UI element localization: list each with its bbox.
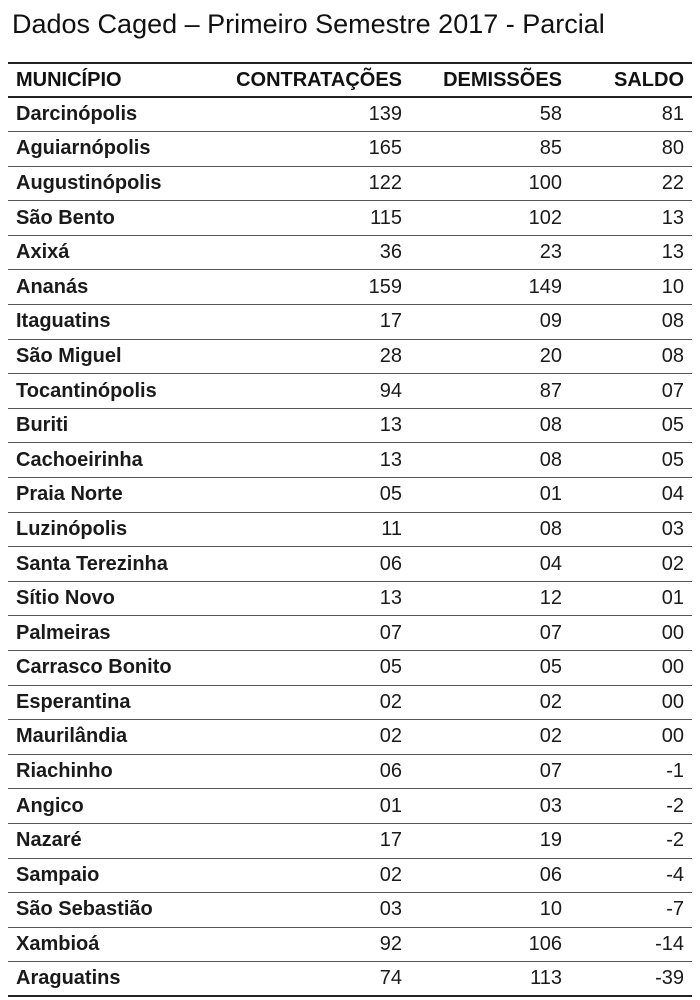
cell-demissoes: 85	[539, 137, 562, 160]
table-row	[8, 270, 692, 305]
table-row	[8, 893, 692, 928]
cell-demissoes: 10	[539, 898, 562, 921]
cell-contratacoes: 02	[379, 690, 402, 713]
cell-municipio: Luzinópolis	[16, 517, 128, 540]
cell-demissoes: 08	[539, 517, 562, 540]
cell-saldo: -14	[655, 933, 684, 956]
cell-demissoes: 07	[539, 760, 562, 783]
cell-municipio: Riachinho	[16, 760, 113, 783]
cell-contratacoes: 06	[379, 552, 402, 575]
table-row	[8, 97, 692, 132]
cell-demissoes: 02	[539, 725, 562, 748]
cell-demissoes: 102	[528, 206, 562, 229]
table-header-row	[8, 63, 692, 97]
cell-municipio: Axixá	[16, 241, 70, 264]
cell-saldo: 01	[661, 587, 684, 610]
cell-saldo: -1	[666, 760, 684, 783]
cell-contratacoes: 02	[379, 863, 402, 886]
cell-contratacoes: 02	[379, 725, 402, 748]
cell-contratacoes: 139	[368, 103, 402, 126]
cell-demissoes: 20	[539, 344, 562, 367]
cell-contratacoes: 05	[379, 656, 402, 679]
cell-contratacoes: 03	[379, 898, 402, 921]
cell-municipio: Buriti	[16, 414, 69, 437]
cell-saldo: 08	[661, 310, 684, 333]
cell-demissoes: 12	[539, 587, 562, 610]
cell-contratacoes: 115	[370, 206, 402, 229]
cell-contratacoes: 74	[379, 967, 402, 990]
cell-municipio: Xambioá	[16, 933, 100, 956]
cell-municipio: Praia Norte	[16, 483, 123, 506]
cell-demissoes: 05	[539, 656, 562, 679]
cell-saldo: 00	[661, 725, 684, 748]
cell-municipio: Palmeiras	[16, 621, 111, 644]
cell-saldo: -7	[666, 898, 684, 921]
table-body	[8, 97, 692, 996]
cell-contratacoes: 13	[379, 587, 402, 610]
cell-demissoes: 106	[528, 933, 562, 956]
cell-municipio: Cachoeirinha	[16, 448, 143, 471]
cell-contratacoes: 122	[368, 171, 402, 194]
cell-municipio: São Sebastião	[16, 898, 153, 921]
cell-contratacoes: 07	[379, 621, 402, 644]
cell-demissoes: 08	[539, 414, 562, 437]
table-row	[8, 512, 692, 547]
cell-municipio: Aguiarnópolis	[16, 137, 151, 160]
cell-demissoes: 02	[539, 690, 562, 713]
cell-municipio: Esperantina	[16, 690, 131, 713]
cell-municipio: Darcinópolis	[16, 103, 138, 126]
table-row	[8, 235, 692, 270]
cell-demissoes: 149	[528, 275, 562, 298]
table-row	[8, 408, 692, 443]
cell-saldo: -2	[666, 829, 684, 852]
table-row	[8, 374, 692, 409]
table-row	[8, 305, 692, 340]
cell-contratacoes: 13	[379, 414, 402, 437]
cell-municipio: Angico	[16, 794, 84, 817]
table-row	[8, 132, 692, 167]
cell-saldo: 03	[661, 517, 684, 540]
cell-demissoes: 100	[528, 171, 562, 194]
cell-contratacoes: 28	[379, 344, 402, 367]
cell-saldo: -39	[655, 967, 684, 990]
cell-saldo: 08	[661, 344, 684, 367]
table-row	[8, 166, 692, 201]
table-row	[8, 443, 692, 478]
table-row	[8, 581, 692, 616]
cell-saldo: -2	[666, 794, 684, 817]
table-row	[8, 478, 692, 513]
header-demissoes: DEMISSÕES	[443, 68, 562, 91]
cell-municipio: São Bento	[16, 206, 115, 229]
table-row	[8, 616, 692, 651]
cell-municipio: Sampaio	[16, 863, 100, 886]
cell-demissoes: 87	[539, 379, 562, 402]
cell-demissoes: 08	[539, 448, 562, 471]
cell-saldo: 13	[661, 241, 684, 264]
cell-saldo: 10	[661, 275, 684, 298]
cell-municipio: Nazaré	[16, 829, 82, 852]
cell-contratacoes: 159	[368, 275, 402, 298]
cell-saldo: 05	[661, 414, 684, 437]
cell-contratacoes: 06	[379, 760, 402, 783]
header-contratacoes: CONTRATAÇÕES	[236, 68, 402, 91]
cell-demissoes: 23	[539, 241, 562, 264]
table-row	[8, 754, 692, 789]
cell-demissoes: 113	[530, 967, 562, 990]
cell-demissoes: 09	[539, 310, 562, 333]
cell-contratacoes: 17	[379, 829, 402, 852]
cell-municipio: Araguatins	[16, 967, 121, 990]
page-title: Dados Caged – Primeiro Semestre 2017 - Parcial	[12, 9, 605, 39]
cell-saldo: 81	[661, 103, 684, 126]
cell-saldo: 00	[661, 621, 684, 644]
cell-municipio: Ananás	[16, 275, 89, 298]
cell-municipio: Maurilândia	[16, 725, 128, 748]
cell-saldo: 04	[661, 483, 684, 506]
cell-saldo: 00	[661, 656, 684, 679]
table-row	[8, 789, 692, 824]
cell-municipio: Augustinópolis	[16, 171, 162, 194]
table-row	[8, 201, 692, 236]
cell-contratacoes: 05	[379, 483, 402, 506]
caged-table	[8, 62, 692, 997]
table-row	[8, 339, 692, 374]
cell-contratacoes: 11	[381, 517, 402, 540]
table-row	[8, 720, 692, 755]
table-row	[8, 927, 692, 962]
cell-saldo: 22	[661, 171, 684, 194]
cell-demissoes: 58	[539, 103, 562, 126]
cell-demissoes: 01	[539, 483, 562, 506]
cell-contratacoes: 17	[379, 310, 402, 333]
cell-saldo: 02	[661, 552, 684, 575]
cell-municipio: Santa Terezinha	[16, 552, 168, 575]
header-saldo: SALDO	[614, 68, 684, 91]
table-row	[8, 547, 692, 582]
cell-demissoes: 04	[539, 552, 562, 575]
table-row	[8, 858, 692, 893]
table-row	[8, 823, 692, 858]
cell-saldo: 05	[661, 448, 684, 471]
cell-saldo: -4	[666, 863, 684, 886]
cell-municipio: Tocantinópolis	[16, 379, 157, 402]
table-row	[8, 962, 692, 997]
cell-saldo: 07	[661, 379, 684, 402]
header-municipio: MUNICÍPIO	[16, 68, 122, 91]
cell-contratacoes: 165	[368, 137, 402, 160]
cell-contratacoes: 01	[379, 794, 402, 817]
cell-contratacoes: 92	[379, 933, 402, 956]
cell-contratacoes: 13	[379, 448, 402, 471]
cell-saldo: 13	[661, 206, 684, 229]
cell-contratacoes: 36	[379, 241, 402, 264]
cell-demissoes: 07	[539, 621, 562, 644]
cell-municipio: Sítio Novo	[16, 587, 115, 610]
cell-saldo: 00	[661, 690, 684, 713]
cell-demissoes: 19	[539, 829, 562, 852]
cell-municipio: São Miguel	[16, 344, 122, 367]
cell-saldo: 80	[661, 137, 684, 160]
table-row	[8, 685, 692, 720]
cell-demissoes: 03	[539, 794, 562, 817]
table-row	[8, 651, 692, 686]
cell-contratacoes: 94	[379, 379, 402, 402]
cell-municipio: Carrasco Bonito	[16, 656, 172, 679]
cell-municipio: Itaguatins	[16, 310, 111, 333]
cell-demissoes: 06	[539, 863, 562, 886]
